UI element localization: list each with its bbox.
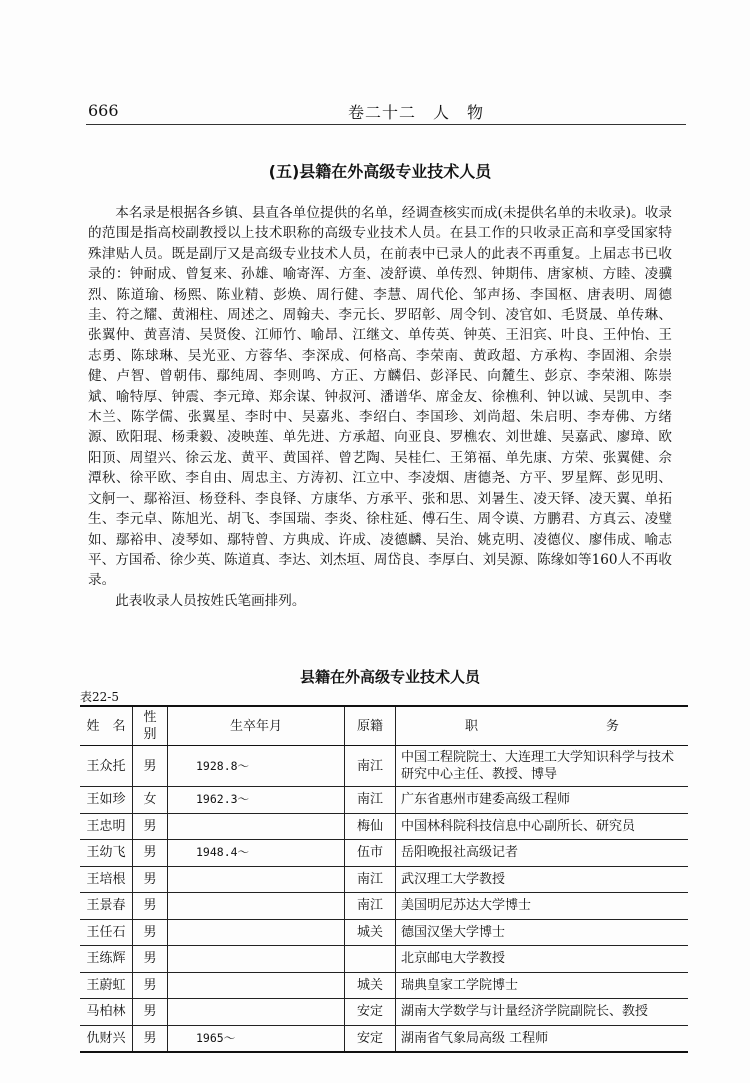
table-title: 县籍在外高级专业技术人员 <box>299 668 480 687</box>
cell-origin: 南江 <box>345 866 396 893</box>
cell-duty: 广东省惠州市建委高级工程师 <box>396 787 689 814</box>
cell-sex: 男 <box>133 813 168 840</box>
cell-name: 王蔚虹 <box>80 972 133 999</box>
cell-name: 王众托 <box>80 746 133 787</box>
cell-sex: 男 <box>133 999 168 1026</box>
cell-origin: 南江 <box>345 893 396 920</box>
cell-dates <box>168 946 345 973</box>
cell-origin <box>345 946 396 973</box>
section-title: (五)县籍在外高级专业技术人员 <box>268 162 492 181</box>
cell-dates <box>168 893 345 920</box>
cell-duty: 北京邮电大学教授 <box>396 946 689 973</box>
running-title: 卷二十二 人 物 <box>347 103 484 122</box>
header-origin: 原籍 <box>345 706 396 746</box>
cell-duty: 德国汉堡大学博士 <box>396 919 689 946</box>
cell-sex: 男 <box>133 972 168 999</box>
cell-dates: 1962.3～ <box>168 787 345 814</box>
cell-duty: 岳阳晚报社高级记者 <box>396 840 689 867</box>
cell-duty: 中国林科院科技信息中心副所长、研究员 <box>396 813 689 840</box>
table-row <box>80 919 688 946</box>
cell-origin: 梅仙 <box>345 813 396 840</box>
cell-sex: 男 <box>133 919 168 946</box>
table-row <box>80 999 688 1026</box>
cell-sex: 女 <box>133 787 168 814</box>
cell-name: 王景春 <box>80 893 133 920</box>
cell-sex: 男 <box>133 866 168 893</box>
cell-dates <box>168 999 345 1026</box>
cell-name: 王幼飞 <box>80 840 133 867</box>
cell-origin: 南江 <box>345 787 396 814</box>
cell-origin: 安定 <box>345 999 396 1026</box>
cell-name: 王练辉 <box>80 946 133 973</box>
header-name: 姓 名 <box>80 706 133 746</box>
table-row <box>80 866 688 893</box>
cell-dates <box>168 866 345 893</box>
table-row <box>80 840 688 867</box>
table-row <box>80 746 688 787</box>
cell-duty: 湖南大学数学与计量经济学院副院长、教授 <box>396 999 689 1026</box>
table-number: 表22-5 <box>80 690 119 705</box>
cell-name: 王培根 <box>80 866 133 893</box>
header-dates: 生卒年月 <box>168 706 345 746</box>
cell-duty: 中国工程院院士、大连理工大学知识科学与技术研究中心主任、教授、博导 <box>396 746 689 787</box>
cell-origin: 城关 <box>345 972 396 999</box>
table-row <box>80 946 688 973</box>
cell-duty: 湖南省气象局高级 工程师 <box>396 1025 689 1052</box>
cell-name: 仇财兴 <box>80 1025 133 1052</box>
page-header <box>86 98 686 125</box>
table-row <box>80 787 688 814</box>
cell-dates <box>168 813 345 840</box>
cell-dates: 1928.8～ <box>168 746 345 787</box>
header-duty <box>396 706 689 746</box>
header-duty-b: 务 <box>605 718 619 734</box>
table-row <box>80 1025 688 1052</box>
header-sex: 性别 <box>133 706 168 746</box>
cell-dates <box>168 972 345 999</box>
cell-name: 王任石 <box>80 919 133 946</box>
personnel-table <box>80 705 688 1053</box>
cell-sex: 男 <box>133 893 168 920</box>
cell-name: 马柏林 <box>80 999 133 1026</box>
cell-duty: 瑞典皇家工学院博士 <box>396 972 689 999</box>
cell-duty: 武汉理工大学教授 <box>396 866 689 893</box>
cell-sex: 男 <box>133 746 168 787</box>
cell-origin: 伍市 <box>345 840 396 867</box>
cell-origin: 安定 <box>345 1025 396 1052</box>
header-duty-a: 职 <box>464 718 478 734</box>
table-row <box>80 893 688 920</box>
cell-dates: 1965～ <box>168 1025 345 1052</box>
cell-sex: 男 <box>133 840 168 867</box>
intro-paragraph: 本名录是根据各乡镇、县直各单位提供的名单，经调查核实而成(未提供名单的未收录)。收录的范围是指高校副教授以上技术职称的高级专业技术人员。在县工作的只收录正高和享受国家特殊津贴人员。既是副厅又是高级专业技术人员，在前表中已录人的此表不再重复。上届志书已收录的：钟耐成、曾复来、孙雄、喻寄浑、方奎、凌舒谟、单传烈、钟期伟、唐家桢、方睦、凌骥烈、陈道瑜、杨熙、陈业精、彭焕、周行健、李慧、周代伦、邹声扬、李国枢、唐表明、周德圭、符之耀、黄湘柱、周述之、周翰夫、李元长、罗昭彰、周令钊、凌官如、毛贤晟、单传琳、张翼仲、黄喜清、吴贤俊、江师竹、喻昂、江继文、单传英、钟英、王汨宾、叶良、王仲怡、王志勇、陈球琳、吴光亚、方蓉华、李深成、何格高、李荣南、黄政超、方承构、李固湘、余崇健、卢智、曾朝伟、鄢纯周、李则鸣、方正、方麟侣、彭泽民、向麓生、彭京、李荣湘、陈崇斌、喻特厚、钟震、李元璋、郑余谋、钟叔河、潘谱华、席金友、徐樵利、钟以诚、吴凯申、李木兰、陈学儒、张翼星、李时中、吴嘉兆、李绍白、李国珍、刘尚超、朱启明、李寿佛、方绪源、欧阳琨、杨秉毅、凌映莲、单先进、方承超、向亚良、罗樵农、刘世雄、吴嘉武、廖璋、欧阳顶、周望兴、徐云龙、黄平、黄国祥、曾艺陶、吴桂仁、王第福、单先康、方荣、张翼健、佘潭秋、徐平欧、李自由、周忠主、方涛初、江立中、李凌烟、唐德尧、方平、罗星辉、彭见明、文舸一、鄢裕洹、杨登科、李良铎、方康华、方承平、张和思、刘暑生、凌天铎、凌天翼、单拓生、李元卓、陈旭光、胡飞、李国瑞、李炎、徐柱延、傅石生、周令谟、方鹏君、方真云、凌璧如、鄢裕申、凌琴如、鄢特曾、方典成、许成、凌德麟、吴治、姚克明、凌德仪、廖伟成、喻志平、方国希、徐少英、陈道真、李达、刘杰垣、周岱良、李厚白、刘吴源、陈缘如等160人不再收录。 <box>88 205 672 589</box>
text-column <box>80 161 675 1053</box>
table-row <box>80 972 688 999</box>
cell-name: 王如珍 <box>80 787 133 814</box>
cell-dates <box>168 919 345 946</box>
cell-name: 王忠明 <box>80 813 133 840</box>
cell-sex: 男 <box>133 1025 168 1052</box>
page-number: 666 <box>88 101 119 120</box>
table-row <box>80 813 688 840</box>
cell-sex: 男 <box>133 946 168 973</box>
cell-duty: 美国明尼苏达大学博士 <box>396 893 689 920</box>
ordering-note: 此表收录人员按姓氏笔画排列。 <box>115 592 306 609</box>
cell-origin: 城关 <box>345 919 396 946</box>
table-header-row <box>80 706 688 746</box>
cell-dates: 1948.4～ <box>168 840 345 867</box>
cell-origin: 南江 <box>345 746 396 787</box>
